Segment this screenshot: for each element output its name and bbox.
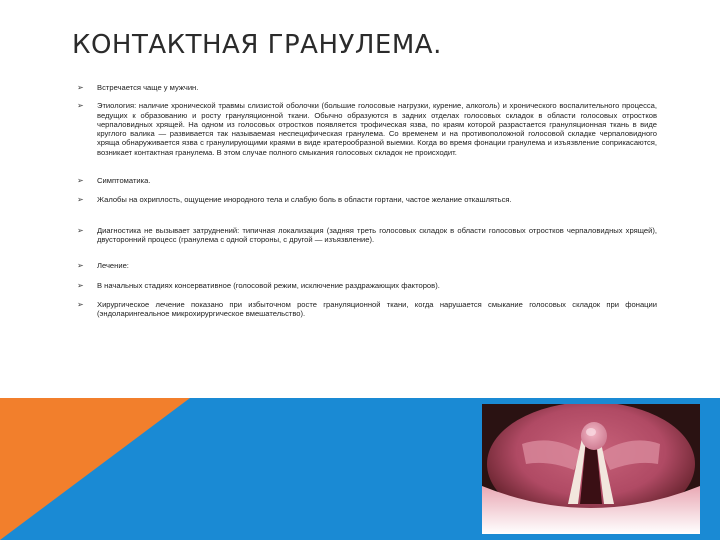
arrowhead-bullet-icon: ➢ <box>77 83 84 92</box>
arrowhead-bullet-icon: ➢ <box>77 280 84 290</box>
arrowhead-bullet-icon: ➢ <box>77 101 84 111</box>
bullet-text: Хирургическое лечение показано при избыточном росте грануляционной ткани, когда нарушается смыкание голосовых складок при фонации (эндоларингеальное микрохирургическое вмешательство). <box>97 299 657 319</box>
bullet-item <box>77 176 657 185</box>
bullet-text: В начальных стадиях консервативное (голосовой режим, исключение раздражающих факторов). <box>97 280 440 290</box>
bullet-list <box>77 83 657 318</box>
slide-title: КОНТАКТНАЯ ГРАНУЛЕМА. <box>72 30 442 60</box>
larynx-endoscopy-photo <box>482 404 700 534</box>
arrowhead-bullet-icon: ➢ <box>77 225 84 235</box>
footer-orange-wedge <box>0 398 190 540</box>
bullet-text: Диагностика не вызывает затруднений: типичная локализация (задняя треть голосовых складок в области голосовых отростков черпаловидных хрящей), двусторонний процесс (гранулема с одной стороны, с другой — изъязвление). <box>97 225 657 244</box>
bullet-item <box>77 300 657 319</box>
bullet-item <box>77 281 657 290</box>
arrowhead-bullet-icon: ➢ <box>77 299 84 309</box>
bullet-text: Встречается чаще у мужчин. <box>97 83 199 92</box>
bullet-item <box>77 261 657 270</box>
bullet-item <box>77 195 657 204</box>
arrowhead-bullet-icon: ➢ <box>77 195 84 205</box>
bullet-item <box>77 83 657 92</box>
bullet-text: Жалобы на охриплость, ощущение инородного тела и слабую боль в области гортани, частое желание откашляться. <box>97 195 512 205</box>
bullet-text: Лечение: <box>97 261 129 271</box>
bullet-text: Симптоматика. <box>97 176 151 186</box>
bullet-item <box>77 226 657 245</box>
bullet-text: Этиология: наличие хронической травмы слизистой оболочки (большие голосовые нагрузки, курение, алкоголь) и хронического воспалительного процесса, ведущих к образованию и росту грануляционной ткани. Обычно образуются в задних отделах голосовых складок в области голосовых отростков черпаловидных хрящей. На одном из голосовых отростков появляется трофическая язва, по краям которой разрастается грануляционная ткань в виде круглого валика — развивается так называемая неспецифическая гранулема. Со временем и на противоположной голосовой складке черпаловидного хряща обнаруживается язва с гранулирующими краями в виде кратерообразной выемки. Когда во время фонации гранулема и изъязвление соприкасаются, возникает контактная гранулема. В этом случае полного смыкания голосовых складок не происходит. <box>97 101 657 157</box>
arrowhead-bullet-icon: ➢ <box>77 261 84 271</box>
arrowhead-bullet-icon: ➢ <box>77 176 84 186</box>
bullet-item <box>77 101 657 157</box>
